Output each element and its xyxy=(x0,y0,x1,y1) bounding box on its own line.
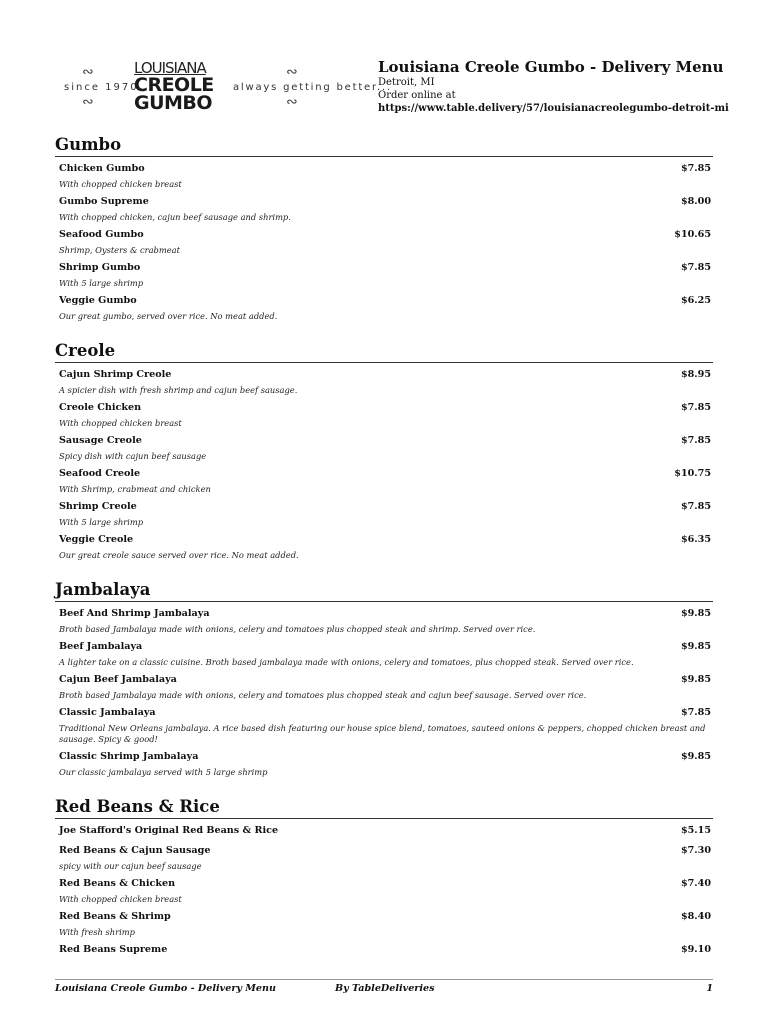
item-name: Cajun Shrimp Creole xyxy=(59,369,172,380)
menu-item xyxy=(55,750,713,778)
item-name: Red Beans Supreme xyxy=(59,944,168,955)
item-description: With Shrimp, crabmeat and chicken xyxy=(59,484,211,494)
section-heading: Creole xyxy=(55,340,713,363)
item-price: $5.15 xyxy=(680,825,711,836)
item-description: With 5 large shrimp xyxy=(59,517,144,527)
menu-item xyxy=(55,943,713,957)
menu-item xyxy=(55,434,713,462)
item-price: $9.85 xyxy=(680,641,711,652)
item-price: $6.35 xyxy=(680,534,711,545)
menu-item xyxy=(55,533,713,561)
item-price: $7.40 xyxy=(680,878,711,889)
item-name: Seafood Creole xyxy=(59,468,141,479)
menu-header-info xyxy=(378,58,748,116)
menu-item xyxy=(55,162,713,190)
item-description: Shrimp, Oysters & crabmeat xyxy=(59,245,180,255)
item-description: With 5 large shrimp xyxy=(59,278,144,288)
item-description: With fresh shrimp xyxy=(59,927,135,937)
item-price: $7.85 xyxy=(680,501,711,512)
logo-tagline: always getting better... xyxy=(233,82,392,93)
item-price: $10.75 xyxy=(674,468,711,479)
swirl-ornament-icon: ∾ xyxy=(286,94,298,110)
item-description: Our classic jambalaya served with 5 large shrimp xyxy=(59,767,268,777)
menu-item xyxy=(55,877,713,905)
item-name: Sausage Creole xyxy=(59,435,142,446)
item-description: With chopped chicken, cajun beef sausage and shrimp. xyxy=(59,212,291,222)
menu-item xyxy=(55,640,713,668)
menu-item xyxy=(55,228,713,256)
item-name: Veggie Creole xyxy=(59,534,134,545)
menu-section xyxy=(55,796,713,957)
order-url-link[interactable]: https://www.table.delivery/57/louisianacreolegumbo-detroit-mi xyxy=(378,103,729,114)
section-heading: Gumbo xyxy=(55,134,713,157)
menu-item xyxy=(55,910,713,938)
restaurant-logo xyxy=(62,59,392,120)
footer-title: Louisiana Creole Gumbo - Delivery Menu xyxy=(55,983,276,994)
item-price: $7.30 xyxy=(680,845,711,856)
item-description: With chopped chicken breast xyxy=(59,418,182,428)
menu-item xyxy=(55,500,713,528)
menu-item xyxy=(55,368,713,396)
menu-item xyxy=(55,195,713,223)
menu-item xyxy=(55,673,713,701)
item-name: Veggie Gumbo xyxy=(59,295,137,306)
item-name: Seafood Gumbo xyxy=(59,229,144,240)
item-name: Creole Chicken xyxy=(59,402,142,413)
item-price: $9.85 xyxy=(680,674,711,685)
item-price: $7.85 xyxy=(680,435,711,446)
item-description: With chopped chicken breast xyxy=(59,179,182,189)
item-name: Shrimp Creole xyxy=(59,501,137,512)
menu-title: Louisiana Creole Gumbo - Delivery Menu xyxy=(378,58,724,76)
menu-content xyxy=(55,134,713,975)
logo-line-1: LOUISIANA xyxy=(134,59,206,77)
section-heading: Red Beans & Rice xyxy=(55,796,713,819)
item-name: Classic Shrimp Jambalaya xyxy=(59,751,199,762)
item-price: $7.85 xyxy=(680,163,711,174)
item-name: Classic Jambalaya xyxy=(59,707,156,718)
logo-line-3: GUMBO xyxy=(134,92,213,114)
item-price: $9.10 xyxy=(680,944,711,955)
item-price: $8.40 xyxy=(680,911,711,922)
order-online-label: Order online at xyxy=(378,90,456,101)
menu-item xyxy=(55,294,713,322)
item-price: $9.85 xyxy=(680,608,711,619)
item-description: Traditional New Orleans jambalaya. A rice based dish featuring our house spice blend, tomatoes, sauteed onions & peppers, chopped chicken breast and sausage. Spicy & good! xyxy=(59,723,706,744)
menu-item xyxy=(55,706,713,745)
footer-credit: By TableDeliveries xyxy=(335,983,435,994)
item-name: Cajun Beef Jambalaya xyxy=(59,674,177,685)
menu-section xyxy=(55,134,713,322)
menu-item xyxy=(55,401,713,429)
item-description: Our great creole sauce served over rice. No meat added. xyxy=(59,550,299,560)
swirl-ornament-icon: ∾ xyxy=(82,94,94,110)
item-name: Red Beans & Chicken xyxy=(59,878,176,889)
item-description: A lighter take on a classic cuisine. Broth based jambalaya made with onions, celery and tomatoes, plus chopped steak. Served over rice. xyxy=(59,657,634,667)
logo-since-text: since 1970 xyxy=(64,82,139,93)
menu-item xyxy=(55,467,713,495)
menu-section xyxy=(55,579,713,778)
item-name: Beef And Shrimp Jambalaya xyxy=(59,608,210,619)
swirl-ornament-icon: ∾ xyxy=(82,64,94,80)
item-description: Broth based Jambalaya made with onions, celery and tomatoes plus chopped steak and cajun beef sausage. Served over rice. xyxy=(59,690,587,700)
item-price: $8.00 xyxy=(680,196,711,207)
logo-line-2: CREOLE xyxy=(134,74,214,96)
menu-item xyxy=(55,844,713,872)
section-heading: Jambalaya xyxy=(55,579,713,602)
item-price: $6.25 xyxy=(680,295,711,306)
item-price: $10.65 xyxy=(674,229,711,240)
item-name: Shrimp Gumbo xyxy=(59,262,141,273)
swirl-ornament-icon: ∾ xyxy=(286,64,298,80)
menu-item xyxy=(55,607,713,635)
item-description: spicy with our cajun beef sausage xyxy=(59,861,202,871)
item-name: Beef Jambalaya xyxy=(59,641,143,652)
item-price: $7.85 xyxy=(680,402,711,413)
page-number: 1 xyxy=(706,983,713,994)
item-price: $7.85 xyxy=(680,707,711,718)
item-name: Gumbo Supreme xyxy=(59,196,149,207)
item-price: $8.95 xyxy=(680,369,711,380)
item-description: With chopped chicken breast xyxy=(59,894,182,904)
menu-section xyxy=(55,340,713,561)
logo-wordmark xyxy=(134,60,226,112)
item-description: A spicier dish with fresh shrimp and cajun beef sausage. xyxy=(59,385,298,395)
item-description: Broth based Jambalaya made with onions, celery and tomatoes plus chopped steak and shrimp. Served over rice. xyxy=(59,624,536,634)
page-footer xyxy=(55,979,713,1000)
item-description: Spicy dish with cajun beef sausage xyxy=(59,451,207,461)
item-price: $9.85 xyxy=(680,751,711,762)
item-name: Joe Stafford's Original Red Beans & Rice xyxy=(59,825,279,836)
item-description: Our great gumbo, served over rice. No meat added. xyxy=(59,311,278,321)
item-name: Red Beans & Cajun Sausage xyxy=(59,845,211,856)
menu-item xyxy=(55,261,713,289)
item-name: Red Beans & Shrimp xyxy=(59,911,171,922)
item-price: $7.85 xyxy=(680,262,711,273)
location-text: Detroit, MI xyxy=(378,77,435,88)
item-name: Chicken Gumbo xyxy=(59,163,145,174)
menu-item xyxy=(55,824,713,838)
